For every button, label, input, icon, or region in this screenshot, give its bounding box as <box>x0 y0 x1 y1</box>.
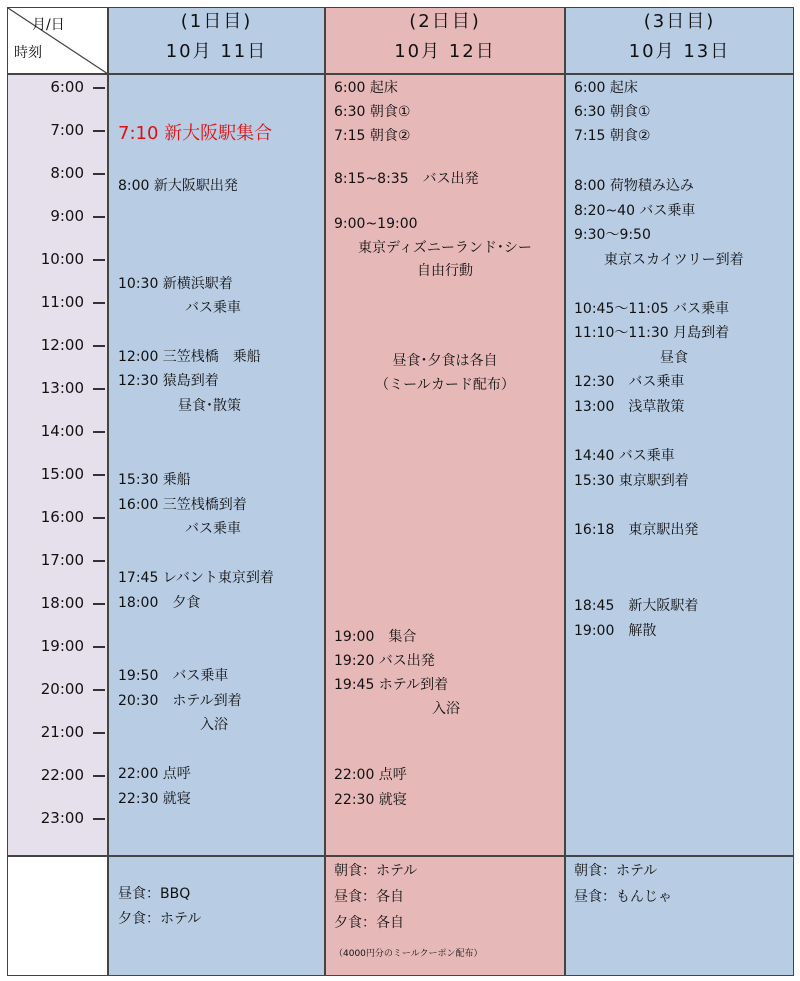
day3-meal-note: 朝食：ホテル <box>574 863 658 879</box>
day2-event: 入浴 <box>432 701 460 717</box>
divider <box>324 7 326 976</box>
schedule-table <box>7 7 794 976</box>
time-label: 14:00 <box>40 422 84 440</box>
day3-event: 8:00 荷物積み込み <box>574 178 694 194</box>
day1-date: 10月 11日 <box>165 41 268 62</box>
day3-event: 10:45～11:05 バス乗車 <box>574 301 730 317</box>
time-tick <box>93 646 105 648</box>
time-tick <box>93 345 105 347</box>
day2-meal-note: 朝食：ホテル <box>334 863 418 879</box>
time-tick <box>93 173 105 175</box>
day1-event: 12:00 三笠桟橋 乗船 <box>118 349 261 365</box>
divider <box>7 73 794 75</box>
time-label: 22:00 <box>40 766 84 784</box>
day3-date: 10月 13日 <box>628 41 731 62</box>
time-tick <box>93 689 105 691</box>
day1-meal-note: 昼食：BBQ <box>118 886 191 902</box>
day2-label: (2日目) <box>409 11 481 32</box>
day2-event: 6:00 起床 <box>334 80 398 96</box>
day2-event: 22:30 就寝 <box>334 792 407 808</box>
time-tick <box>93 603 105 605</box>
time-label: 16:00 <box>40 508 84 526</box>
time-tick <box>93 130 105 132</box>
time-tick <box>93 775 105 777</box>
day2-event: 19:00 集合 <box>334 629 417 645</box>
time-label: 20:00 <box>40 680 84 698</box>
day1-event: 10:30 新横浜駅着 <box>118 276 233 292</box>
divider <box>7 855 794 857</box>
day2-header <box>325 9 565 65</box>
time-tick <box>93 517 105 519</box>
time-tick <box>93 431 105 433</box>
day1-event: 入浴 <box>200 717 228 733</box>
day2-coupon-note: （4000円分のミールクーポン配布） <box>334 949 483 959</box>
time-tick <box>93 732 105 734</box>
time-tick <box>93 259 105 261</box>
day2-event: 東京ディズニーランド･シー <box>358 240 532 256</box>
time-label: 6:00 <box>50 78 84 96</box>
day2-event: 19:20 バス出発 <box>334 653 435 669</box>
corner-date-label: 月/日 <box>32 17 65 33</box>
day1-event: 7:10 新大阪駅集合 <box>118 123 273 144</box>
day1-event: 16:00 三笠桟橋到着 <box>118 497 247 513</box>
day1-event: 17:45 レバント東京到着 <box>118 570 274 586</box>
day1-event: バス乗車 <box>185 521 241 537</box>
day3-event: 13:00 浅草散策 <box>574 399 685 415</box>
day3-event: 16:18 東京駅出発 <box>574 522 699 538</box>
day1-meal-note: 夕食：ホテル <box>118 911 202 927</box>
day2-event: 22:00 点呼 <box>334 767 407 783</box>
day1-event: 8:00 新大阪駅出発 <box>118 178 238 194</box>
day3-event: 6:30 朝食① <box>574 104 651 120</box>
day1-event: 12:30 猿島到着 <box>118 373 219 389</box>
day2-meal-note: 夕食：各自 <box>334 915 404 931</box>
day1-event: バス乗車 <box>185 300 241 316</box>
day2-event: 自由行動 <box>417 263 473 279</box>
time-tick <box>93 818 105 820</box>
day3-event: 14:40 バス乗車 <box>574 448 675 464</box>
day1-event: 22:30 就寝 <box>118 791 191 807</box>
day2-event: 9:00~19:00 <box>334 216 418 232</box>
time-tick <box>93 474 105 476</box>
day1-event: 19:50 バス乗車 <box>118 668 229 684</box>
day3-event: 11:10～11:30 月島到着 <box>574 325 730 341</box>
time-label: 10:00 <box>40 250 84 268</box>
corner-time-label: 時刻 <box>14 45 42 61</box>
time-label: 17:00 <box>40 551 84 569</box>
day3-event: 昼食 <box>660 350 688 366</box>
time-tick <box>93 87 105 89</box>
day2-event: 8:15~8:35 バス出発 <box>334 171 479 187</box>
day3-event: 19:00 解散 <box>574 623 657 639</box>
time-tick <box>93 560 105 562</box>
day3-header <box>565 9 794 65</box>
time-tick <box>93 302 105 304</box>
day2-event: 昼食･夕食は各自 <box>392 353 498 369</box>
day3-event: 15:30 東京駅到着 <box>574 473 689 489</box>
time-label: 12:00 <box>40 336 84 354</box>
day1-header <box>108 9 325 65</box>
day2-event: （ミールカード配布） <box>375 377 515 393</box>
divider <box>107 7 109 976</box>
day1-event: 昼食･散策 <box>178 398 241 414</box>
time-label: 7:00 <box>50 121 84 139</box>
day1-event: 18:00 夕食 <box>118 595 201 611</box>
day3-event: 12:30 バス乗車 <box>574 374 685 390</box>
day3-event: 8:20~40 バス乗車 <box>574 203 696 219</box>
day1-event: 20:30 ホテル到着 <box>118 693 242 709</box>
day2-event: 7:15 朝食② <box>334 128 411 144</box>
time-label: 19:00 <box>40 637 84 655</box>
day2-event: 19:45 ホテル到着 <box>334 677 449 693</box>
time-label: 18:00 <box>40 594 84 612</box>
time-label: 15:00 <box>40 465 84 483</box>
day1-label: (1日目) <box>180 11 253 32</box>
day2-date: 10月 12日 <box>394 41 496 62</box>
time-tick <box>93 216 105 218</box>
day2-meal-note: 昼食：各自 <box>334 889 404 905</box>
day2-event: 6:30 朝食① <box>334 104 411 120</box>
day3-event: 東京スカイツリー到着 <box>604 252 744 268</box>
time-label: 8:00 <box>50 164 84 182</box>
time-label: 11:00 <box>40 293 84 311</box>
day3-meal-note: 昼食：もんじゃ <box>574 889 672 905</box>
time-label: 13:00 <box>40 379 84 397</box>
time-label: 9:00 <box>50 207 84 225</box>
day3-event: 9:30～9:50 <box>574 227 651 243</box>
day1-event: 22:00 点呼 <box>118 766 191 782</box>
day3-label: (3日目) <box>643 11 716 32</box>
day3-event: 6:00 起床 <box>574 80 638 96</box>
day1-event: 15:30 乗船 <box>118 472 191 488</box>
day3-event: 7:15 朝食② <box>574 128 651 144</box>
time-tick <box>93 388 105 390</box>
day3-event: 18:45 新大阪駅着 <box>574 598 699 614</box>
time-label: 23:00 <box>40 809 84 827</box>
time-label: 21:00 <box>40 723 84 741</box>
divider <box>564 7 566 976</box>
